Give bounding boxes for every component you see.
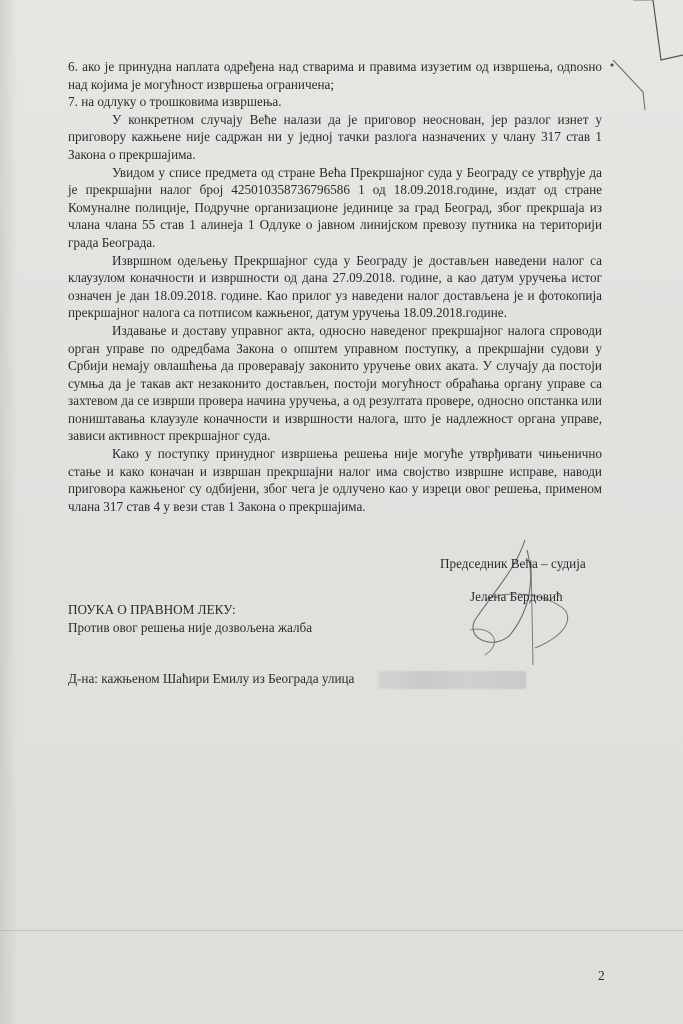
signature-title: Председник Већа – судија bbox=[440, 556, 586, 571]
page-crease bbox=[0, 930, 683, 931]
folded-corner-lines bbox=[593, 0, 683, 110]
page-number: 2 bbox=[598, 968, 605, 983]
redacted-address bbox=[378, 671, 526, 689]
paragraph-item-6: 6. ако је принудна наплата одређена над стварима и правима изузетим од извршења, одnosно над којима је могућност извршења ограничена; bbox=[68, 59, 602, 92]
delivery-line: Д-на: кажњеном Шаћири Емилу из Београда улица bbox=[68, 671, 355, 686]
paragraph-conclusion: Како у поступку принудног извршења решења није могуће утврђивати чињенично стање и како коначан и извршан прекршајни налог има својство извршне исправе, наводи приговора кажњеног су одбијени, због чега је одлучено као у изреци овог решења, применом члана 317 став 4 у вези став 1 Закона о прекршајима. bbox=[68, 446, 602, 514]
paragraph-enforcement: Извршном одељењу Прекршајног суда у Београду је достављен наведени налог са клаузулом коначности и извршности од дана 27.09.2018. године, а као датум уручења истог означен је дан 18.09.2018. године. Као прилог уз наведени налог достављена је и фотокопија прекршајног налога са потписом кажњеног, датум уручења 18.09.2018.године. bbox=[68, 252, 602, 321]
paragraph-item-7: 7. на одлуку о трошковима извршења. bbox=[68, 94, 282, 110]
signature-name: Јелена Бердовић bbox=[470, 589, 563, 604]
body-text bbox=[68, 58, 602, 515]
legal-remedy-heading: ПОУКА О ПРАВНОМ ЛЕКУ: bbox=[68, 602, 236, 617]
paragraph-delivery: Издавање и доставу управног акта, односно наведеног прекршајног налога спроводи орган управе по одредбама Закона о општем управном поступку, а прекршајни судови у Србији немају овлашћења да проверавају законито уручење ових аката. У случају да постоји сумња да је такав акт незаконито достављен, постоји могућност обраћања органу управе са захтевом да се изврши провера начина уручења, а од резултата провере, односно опстанка или поништавања клаузуле коначности и извршности налога, што је надлежност органа управе, зависи активност прекршајног суда. bbox=[68, 322, 602, 444]
paragraph-finding: У конкретном случају Веће налази да је приговор неоснован, јер разлог изнет у приговору кажњене није садржан ни у једној тачки разлога назначених у члану 317 став 1 Закона о прекршајима. bbox=[68, 111, 602, 162]
paragraph-inspection: Увидом у списе предмета од стране Већа Прекршајног суда у Београду се утврђује да је прекршајни налог број 425010358736796586 1 од 18.09.2018.године, издат од стране Комуналне полиције, Подручне организационе јединице за град Београд, због прекршаја из члана члана 55 став 1 алинеја 1 Одлуке о јавном линијском превозу путника на територији града Београда. bbox=[68, 164, 602, 250]
legal-remedy-text: Против овог решења није дозвољена жалба bbox=[68, 620, 313, 635]
page-shadow bbox=[0, 0, 18, 1024]
